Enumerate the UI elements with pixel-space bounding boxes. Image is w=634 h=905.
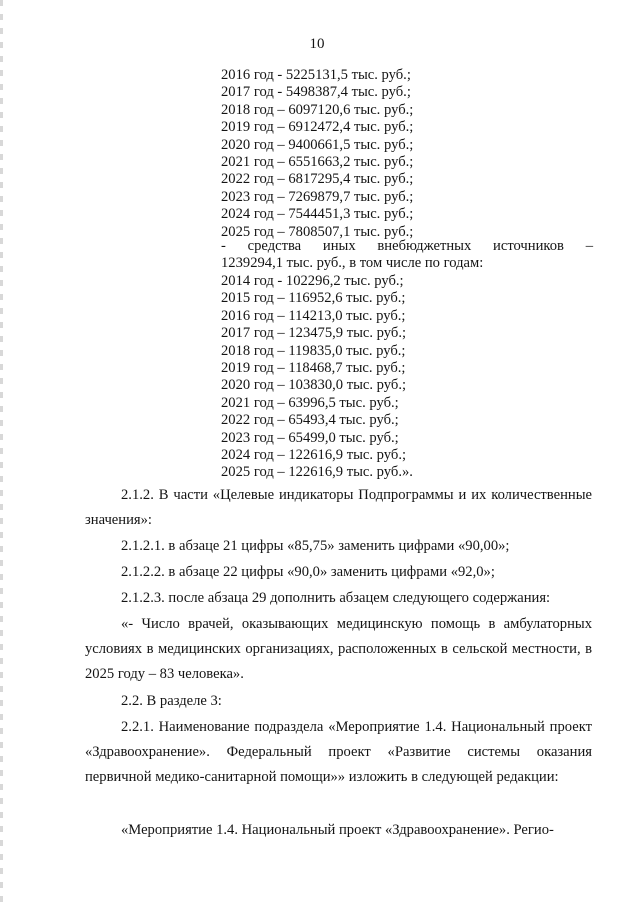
paragraph-2-2-1: 2.2.1. Наименование подраздела «Мероприятие 1.4. Национальный проект «Здравоохранение». Федеральный проект «Развитие системы оказания первичной медико-санитарной помощи»» изложить в следующей редакции: [85, 719, 592, 785]
extra-year-line: 2025 год – 122616,9 тыс. руб.». [221, 464, 413, 481]
paragraph-2-1-2: 2.1.2. В части «Целевые индикаторы Подпрограммы и их количественные значения»: [85, 487, 592, 528]
budget-year-line: 2023 год – 7269879,7 тыс. руб.; [221, 188, 414, 205]
extra-year-line: 2019 год – 118468,7 тыс. руб.; [221, 360, 406, 377]
paragraph-2-1-2-2: 2.1.2.2. в абзаце 22 цифры «90,0» заменить цифрами «92,0»; [121, 564, 495, 580]
extra-year-line: 2018 год – 119835,0 тыс. руб.; [221, 342, 406, 359]
budget-year-line: 2022 год – 6817295,4 тыс. руб.; [221, 171, 414, 188]
extra-year-line: 2023 год – 65499,0 тыс. руб.; [221, 429, 399, 446]
budget-year-line: 2025 год – 7808507,1 тыс. руб.; [221, 223, 414, 240]
extra-sources-year-list [221, 273, 413, 482]
body-paragraph-block-7 [85, 715, 592, 790]
body-paragraph-block-2 [85, 534, 592, 559]
budget-year-list [221, 67, 413, 241]
paragraph-2-1-2-1: 2.1.2.1. в абзаце 21 цифры «85,75» заменить цифрами «90,00»; [121, 538, 510, 554]
body-paragraph-block-1 [85, 483, 592, 533]
scan-edge-marks [0, 0, 3, 905]
extra-year-line: 2022 год – 65493,4 тыс. руб.; [221, 412, 399, 429]
extra-year-line: 2014 год - 102296,2 тыс. руб.; [221, 273, 404, 289]
extra-sources-total: 1239294,1 тыс. руб., в том числе по годам: [221, 255, 484, 272]
budget-year-line: 2024 год – 7544451,3 тыс. руб.; [221, 206, 414, 223]
paragraph-quote-doctors: «- Число врачей, оказывающих медицинскую помощь в амбулаторных условиях в медицинских организациях, расположенных в сельской местности, в 2025 году – 83 человека». [85, 616, 592, 682]
body-paragraph-block-6 [85, 689, 592, 714]
extra-year-line: 2015 год – 116952,6 тыс. руб.; [221, 290, 406, 307]
budget-year-line: 2016 год - 5225131,5 тыс. руб.; [221, 67, 411, 83]
extra-year-line: 2016 год – 114213,0 тыс. руб.; [221, 307, 406, 324]
budget-year-line: 2017 год - 5498387,4 тыс. руб.; [221, 84, 411, 101]
body-paragraph-block-4 [85, 586, 592, 611]
extra-year-line: 2024 год – 122616,9 тыс. руб.; [221, 447, 407, 464]
budget-year-line: 2018 год – 6097120,6 тыс. руб.; [221, 101, 414, 118]
body-paragraph-block-3 [85, 560, 592, 585]
paragraph-quote-measure: «Мероприятие 1.4. Национальный проект «Здравоохранение». Регио- [121, 822, 554, 838]
extra-sources-heading: - средства иных внебюджетных источников – [221, 238, 593, 254]
extra-year-line: 2021 год – 63996,5 тыс. руб.; [221, 394, 399, 411]
page-number: 10 [309, 36, 325, 52]
paragraph-2-1-2-3: 2.1.2.3. после абзаца 29 дополнить абзацем следующего содержания: [121, 590, 551, 606]
paragraph-2-2: 2.2. В разделе 3: [121, 693, 222, 709]
extra-year-line: 2020 год – 103830,0 тыс. руб.; [221, 377, 407, 394]
extra-year-line: 2017 год – 123475,9 тыс. руб.; [221, 325, 407, 342]
body-paragraph-block-5 [85, 612, 592, 687]
budget-year-line: 2019 год – 6912472,4 тыс. руб.; [221, 119, 414, 136]
budget-year-line: 2020 год – 9400661,5 тыс. руб.; [221, 136, 414, 153]
body-paragraph-block-8 [85, 818, 592, 843]
budget-year-line: 2021 год – 6551663,2 тыс. руб.; [221, 154, 414, 171]
